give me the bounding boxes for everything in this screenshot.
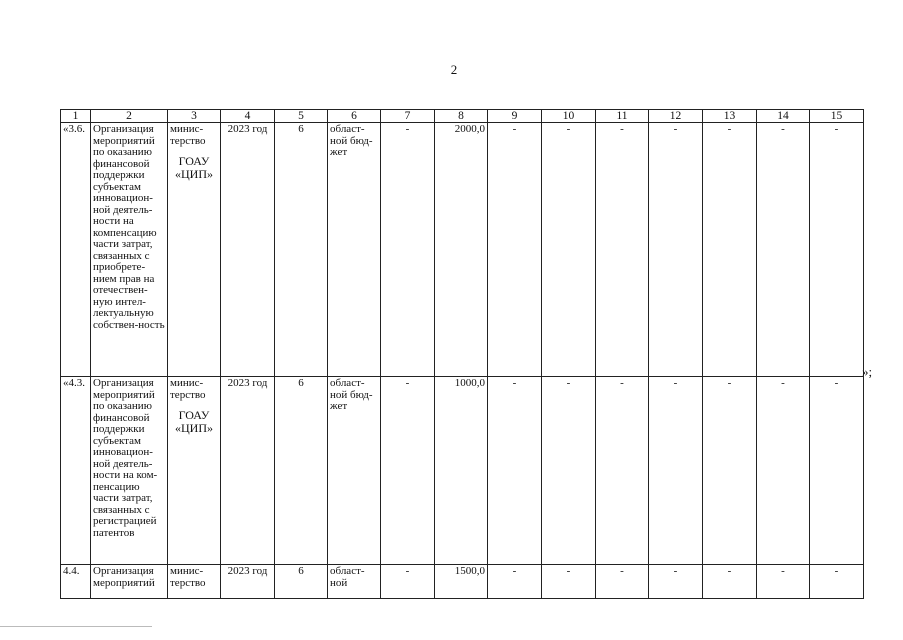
col5-cell: 6 xyxy=(275,377,328,565)
measure-description: Организация мероприятий xyxy=(91,565,168,599)
measure-description: Организация мероприятий по оказанию финансовой поддержки субъектам инновацион-ной деятель-ности на ком-пенсацию части затрат, связанных с регистрацией патентов xyxy=(91,377,168,565)
year-cell: 2023 год xyxy=(221,565,275,599)
header-cell: 5 xyxy=(275,110,328,123)
row-number: 4.4. xyxy=(61,565,91,599)
col11-cell: - xyxy=(596,123,649,377)
col9-cell: - xyxy=(488,123,542,377)
header-cell: 7 xyxy=(381,110,435,123)
col7-cell: - xyxy=(381,565,435,599)
closing-quote-mark: »; xyxy=(862,364,873,379)
year-cell: 2023 год xyxy=(221,377,275,565)
header-cell: 13 xyxy=(703,110,757,123)
col12-cell: - xyxy=(649,565,703,599)
header-cell: 4 xyxy=(221,110,275,123)
col12-cell: - xyxy=(649,377,703,565)
executor-agency: ГОАУ «ЦИП» xyxy=(175,408,213,435)
funding-source: област-ной бюд-жет xyxy=(328,377,381,565)
row-number: «4.3. xyxy=(61,377,91,565)
col13-cell: - xyxy=(703,565,757,599)
col7-cell: - xyxy=(381,123,435,377)
year-cell: 2023 год xyxy=(221,123,275,377)
amount-cell: 2000,0 xyxy=(435,123,488,377)
col14-cell: - xyxy=(757,565,810,599)
col15-cell: - xyxy=(810,565,864,599)
measure-description: Организация мероприятий по оказанию финансовой поддержки субъектам инновацион-ной деятель-ности на компенсацию части затрат, связанных с приобрете-нием прав на отечествен-ную интел-лектуальную собствен-ность xyxy=(91,123,168,377)
col7-cell: - xyxy=(381,377,435,565)
executor-cell xyxy=(168,377,221,565)
executor-ministry: минис-терство xyxy=(170,565,206,589)
amount-cell: 1000,0 xyxy=(435,377,488,565)
col10-cell: - xyxy=(542,565,596,599)
table-header-row xyxy=(61,110,864,123)
col14-cell: - xyxy=(757,123,810,377)
col5-cell: 6 xyxy=(275,123,328,377)
header-cell: 6 xyxy=(328,110,381,123)
funding-source: област-ной xyxy=(328,565,381,599)
col9-cell: - xyxy=(488,565,542,599)
scan-edge-line xyxy=(0,626,152,627)
funding-source: област-ной бюд-жет xyxy=(328,123,381,377)
table-row xyxy=(61,377,864,565)
header-cell: 9 xyxy=(488,110,542,123)
header-cell: 2 xyxy=(91,110,168,123)
header-cell: 14 xyxy=(757,110,810,123)
header-cell: 15 xyxy=(810,110,864,123)
col13-cell: - xyxy=(703,123,757,377)
header-cell: 1 xyxy=(61,110,91,123)
budget-table xyxy=(60,109,864,599)
page-number: 2 xyxy=(450,62,458,77)
col12-cell: - xyxy=(649,123,703,377)
header-cell: 3 xyxy=(168,110,221,123)
header-cell: 10 xyxy=(542,110,596,123)
col11-cell: - xyxy=(596,377,649,565)
header-cell: 12 xyxy=(649,110,703,123)
executor-cell xyxy=(168,565,221,599)
amount-cell: 1500,0 xyxy=(435,565,488,599)
header-cell: 8 xyxy=(435,110,488,123)
table-row xyxy=(61,123,864,377)
col15-cell: - xyxy=(810,377,864,565)
executor-ministry: минис-терство xyxy=(170,377,206,401)
executor-cell xyxy=(168,123,221,377)
col10-cell: - xyxy=(542,123,596,377)
header-cell: 11 xyxy=(596,110,649,123)
executor-agency: ГОАУ «ЦИП» xyxy=(175,154,213,181)
table-row xyxy=(61,565,864,599)
row-number: «3.6. xyxy=(61,123,91,377)
col14-cell: - xyxy=(757,377,810,565)
col9-cell: - xyxy=(488,377,542,565)
col13-cell: - xyxy=(703,377,757,565)
col10-cell: - xyxy=(542,377,596,565)
col11-cell: - xyxy=(596,565,649,599)
col5-cell: 6 xyxy=(275,565,328,599)
executor-ministry: минис-терство xyxy=(170,123,206,147)
col15-cell: - xyxy=(810,123,864,377)
